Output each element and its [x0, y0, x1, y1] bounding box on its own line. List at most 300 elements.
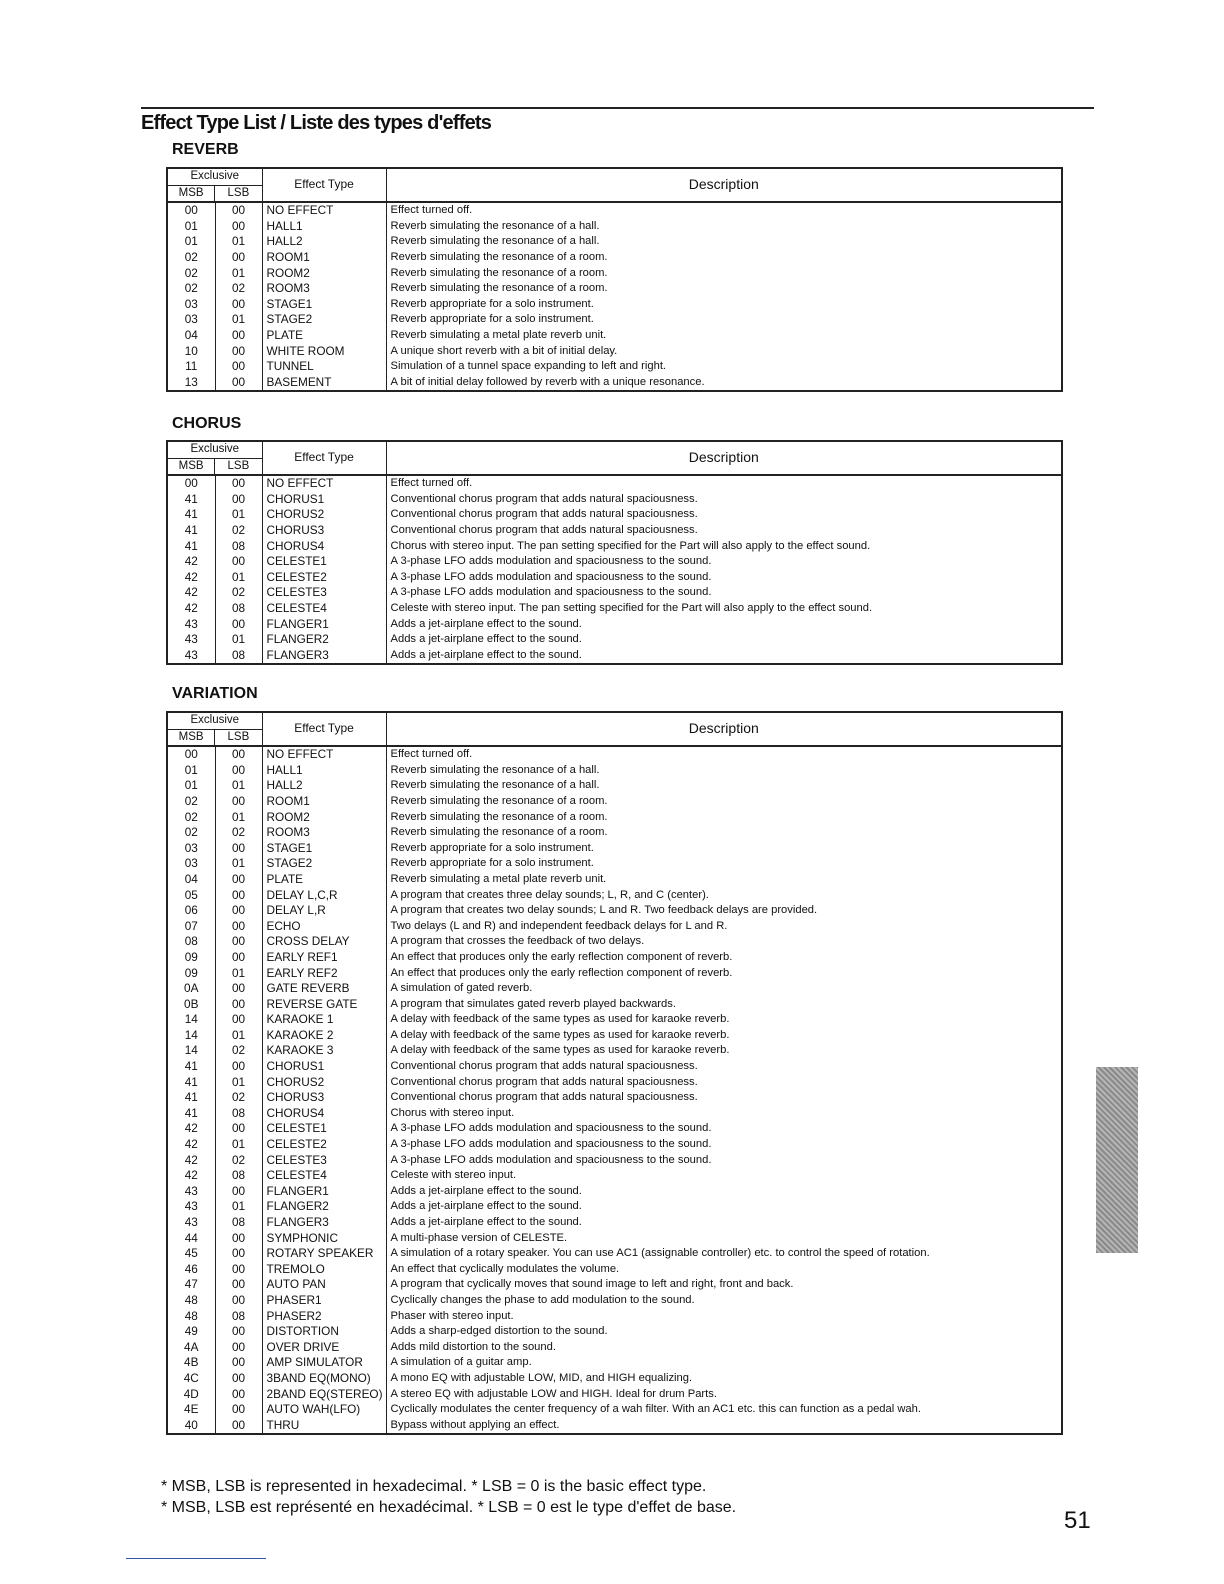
msb-cell: 47 — [167, 1277, 215, 1293]
effect-type-cell: FLANGER2 — [262, 632, 386, 648]
table-header-row — [167, 168, 1062, 202]
lsb-cell: 00 — [215, 219, 262, 235]
description-cell: A program that simulates gated reverb played backwards. — [390, 997, 676, 1010]
table-row — [167, 266, 1062, 282]
reverb-table — [166, 167, 1063, 392]
effect-type-cell: CELESTE3 — [262, 585, 386, 601]
msb-cell: 08 — [167, 934, 215, 950]
effect-type-cell: CELESTE3 — [262, 1153, 386, 1169]
lsb-cell: 00 — [215, 554, 262, 570]
effect-type-cell: ROOM2 — [262, 810, 386, 826]
msb-cell: 09 — [167, 966, 215, 982]
table-row — [167, 492, 1062, 508]
lsb-cell: 00 — [215, 1418, 262, 1435]
msb-cell: 43 — [167, 617, 215, 633]
effect-type-cell: EARLY REF1 — [262, 950, 386, 966]
msb-cell: 00 — [167, 202, 215, 219]
description-cell: Reverb appropriate for a solo instrument. — [390, 313, 594, 326]
msb-cell: 4A — [167, 1340, 215, 1356]
effect-type-cell: ROOM1 — [262, 794, 386, 810]
lsb-cell: 00 — [215, 1246, 262, 1262]
note-french: * MSB, LSB est représenté en hexadécimal. * LSB = 0 est le type d'effet de base. — [161, 1499, 737, 1516]
lsb-cell: 00 — [215, 202, 262, 219]
table-row — [167, 872, 1062, 888]
description-cell: Adds a jet-airplane effect to the sound. — [390, 648, 582, 661]
effect-type-cell: TREMOLO — [262, 1262, 386, 1278]
description-cell: A program that creates three delay sounds; L, R, and C (center). — [390, 888, 709, 901]
msb-cell: 42 — [167, 601, 215, 617]
msb-lsb-header — [168, 729, 262, 746]
lsb-cell: 02 — [215, 825, 262, 841]
msb-cell: 0A — [167, 981, 215, 997]
effect-type-cell: AUTO WAH(LFO) — [262, 1402, 386, 1418]
lsb-cell: 00 — [215, 950, 262, 966]
table-row — [167, 903, 1062, 919]
effect-type-cell: AUTO PAN — [262, 1277, 386, 1293]
msb-header: MSB — [168, 730, 215, 746]
lsb-cell: 01 — [215, 810, 262, 826]
exclusive-label: Exclusive — [190, 443, 240, 455]
table-row — [167, 507, 1062, 523]
effect-type-cell: CELESTE4 — [262, 601, 386, 617]
msb-lsb-header — [168, 458, 262, 475]
table-row — [167, 1137, 1062, 1153]
description-cell: Effect turned off. — [390, 477, 473, 490]
table-row — [167, 359, 1062, 375]
description-cell: Conventional chorus program that adds natural spaciousness. — [390, 1091, 698, 1104]
msb-cell: 03 — [167, 297, 215, 313]
table-row — [167, 219, 1062, 235]
msb-cell: 10 — [167, 344, 215, 360]
msb-cell: 0B — [167, 997, 215, 1013]
effect-type-cell: STAGE2 — [262, 856, 386, 872]
description-cell: Cyclically modulates the center frequency of a wah filter. With an AC1 etc. this can function as a pedal wah. — [390, 1403, 921, 1416]
lsb-cell: 02 — [215, 585, 262, 601]
description-cell: Conventional chorus program that adds natural spaciousness. — [390, 523, 698, 536]
lsb-header: LSB — [227, 459, 250, 472]
msb-cell: 43 — [167, 632, 215, 648]
lsb-cell: 01 — [215, 312, 262, 328]
msb-cell: 4C — [167, 1371, 215, 1387]
msb-cell: 41 — [167, 1106, 215, 1122]
title-rule — [141, 107, 1094, 109]
effect-type-cell: NO EFFECT — [262, 746, 386, 763]
effect-type-cell: FLANGER3 — [262, 1215, 386, 1231]
table-row — [167, 1277, 1062, 1293]
msb-cell: 06 — [167, 903, 215, 919]
lsb-cell: 00 — [215, 1355, 262, 1371]
description-cell: Reverb appropriate for a solo instrument. — [390, 297, 594, 310]
effect-type-cell: FLANGER1 — [262, 1184, 386, 1200]
description-cell: Reverb simulating the resonance of a hall. — [390, 235, 600, 248]
effect-type-cell: CHORUS2 — [262, 507, 386, 523]
table-row — [167, 234, 1062, 250]
lsb-cell: 08 — [215, 1168, 262, 1184]
effect-type-cell: ROOM1 — [262, 250, 386, 266]
msb-cell: 4E — [167, 1402, 215, 1418]
description-cell: A program that cyclically moves that sound image to left and right, front and back. — [390, 1278, 794, 1291]
description-cell: Adds a jet-airplane effect to the sound. — [390, 633, 582, 646]
effect-type-cell: CHORUS4 — [262, 539, 386, 555]
description-cell: Reverb simulating a metal plate reverb unit. — [390, 872, 607, 885]
exclusive-label: Exclusive — [190, 714, 240, 726]
lsb-cell: 01 — [215, 632, 262, 648]
msb-cell: 02 — [167, 266, 215, 282]
effect-type-cell: PHASER1 — [262, 1293, 386, 1309]
msb-cell: 41 — [167, 492, 215, 508]
effect-type-cell: CHORUS2 — [262, 1075, 386, 1091]
lsb-cell: 00 — [215, 794, 262, 810]
effect-type-cell: OVER DRIVE — [262, 1340, 386, 1356]
effect-type-cell: WHITE ROOM — [262, 344, 386, 360]
table-row — [167, 1402, 1062, 1418]
table-row — [167, 1262, 1062, 1278]
lsb-cell: 00 — [215, 1371, 262, 1387]
lsb-cell: 00 — [215, 1121, 262, 1137]
lsb-cell: 00 — [215, 1293, 262, 1309]
table-row — [167, 570, 1062, 586]
msb-cell: 00 — [167, 475, 215, 492]
lsb-cell: 00 — [215, 1387, 262, 1403]
msb-cell: 41 — [167, 1059, 215, 1075]
effect-type-cell: ROTARY SPEAKER — [262, 1246, 386, 1262]
lsb-cell: 00 — [215, 375, 262, 392]
effect-type-cell: DELAY L,C,R — [262, 888, 386, 904]
description-cell: Reverb simulating the resonance of a room. — [390, 794, 608, 807]
lsb-cell: 02 — [215, 1090, 262, 1106]
description-cell: Adds a jet-airplane effect to the sound. — [390, 1184, 582, 1197]
msb-cell: 03 — [167, 856, 215, 872]
description-cell: Conventional chorus program that adds natural spaciousness. — [390, 1075, 698, 1088]
table-row — [167, 763, 1062, 779]
description-cell: A simulation of gated reverb. — [390, 982, 533, 995]
description-cell: Adds a jet-airplane effect to the sound. — [390, 617, 582, 630]
msb-cell: 03 — [167, 312, 215, 328]
effect-type-cell: DISTORTION — [262, 1324, 386, 1340]
msb-cell: 00 — [167, 746, 215, 763]
lsb-cell: 02 — [215, 523, 262, 539]
lsb-cell: 00 — [215, 1402, 262, 1418]
msb-cell: 41 — [167, 507, 215, 523]
description-cell: Adds a jet-airplane effect to the sound. — [390, 1216, 582, 1228]
effect-type-cell: NO EFFECT — [262, 202, 386, 219]
lsb-cell: 01 — [215, 1137, 262, 1153]
table-row — [167, 1043, 1062, 1059]
table-row — [167, 1012, 1062, 1028]
lsb-cell: 02 — [215, 1043, 262, 1059]
effect-type-cell: CROSS DELAY — [262, 934, 386, 950]
lsb-cell: 00 — [215, 1059, 262, 1075]
table-row — [167, 375, 1062, 392]
table-row — [167, 523, 1062, 539]
effect-type-cell: CELESTE2 — [262, 570, 386, 586]
table-row — [167, 1215, 1062, 1231]
effect-type-cell: STAGE1 — [262, 841, 386, 857]
msb-cell: 45 — [167, 1246, 215, 1262]
msb-cell: 02 — [167, 250, 215, 266]
description-cell: A simulation of a guitar amp. — [390, 1356, 532, 1369]
effect-type-cell: ECHO — [262, 919, 386, 935]
msb-cell: 09 — [167, 950, 215, 966]
description-cell: A 3-phase LFO adds modulation and spaciousness to the sound. — [390, 586, 712, 599]
effect-type-cell: GATE REVERB — [262, 981, 386, 997]
table-header-row — [167, 712, 1062, 746]
table-row — [167, 919, 1062, 935]
table-row — [167, 825, 1062, 841]
table-row — [167, 554, 1062, 570]
effect-type-cell: CELESTE2 — [262, 1137, 386, 1153]
lsb-cell: 01 — [215, 1199, 262, 1215]
page-number: 51 — [1064, 1507, 1091, 1534]
effect-type-cell: AMP SIMULATOR — [262, 1355, 386, 1371]
exclusive-header — [167, 168, 262, 202]
effect-type-cell: 2BAND EQ(STEREO) — [262, 1387, 386, 1403]
msb-cell: 11 — [167, 359, 215, 375]
description-cell: Conventional chorus program that adds natural spaciousness. — [390, 508, 698, 521]
table-row — [167, 632, 1062, 648]
msb-cell: 14 — [167, 1043, 215, 1059]
table-row — [167, 888, 1062, 904]
table-row — [167, 1324, 1062, 1340]
description-header: Description — [386, 712, 1062, 746]
lsb-cell: 00 — [215, 1231, 262, 1247]
msb-cell: 43 — [167, 1215, 215, 1231]
description-cell: Effect turned off. — [390, 204, 473, 217]
effect-type-cell: THRU — [262, 1418, 386, 1435]
table-row — [167, 1355, 1062, 1371]
description-cell: A simulation of a rotary speaker. You can use AC1 (assignable controller) etc. to control the speed of rotation. — [390, 1247, 930, 1260]
description-cell: A stereo EQ with adjustable LOW and HIGH. Ideal for drum Parts. — [390, 1387, 717, 1400]
table-row — [167, 1028, 1062, 1044]
description-cell: Phaser with stereo input. — [390, 1309, 514, 1322]
lsb-cell: 08 — [215, 1106, 262, 1122]
msb-cell: 01 — [167, 763, 215, 779]
table-row — [167, 601, 1062, 617]
lsb-cell: 00 — [215, 841, 262, 857]
msb-cell: 01 — [167, 778, 215, 794]
msb-cell: 49 — [167, 1324, 215, 1340]
msb-header: MSB — [168, 186, 215, 202]
table-row — [167, 328, 1062, 344]
lsb-cell: 08 — [215, 648, 262, 665]
lsb-cell: 01 — [215, 778, 262, 794]
effect-type-cell: REVERSE GATE — [262, 997, 386, 1013]
msb-cell: 4D — [167, 1387, 215, 1403]
effect-type-cell: HALL2 — [262, 778, 386, 794]
msb-cell: 41 — [167, 1090, 215, 1106]
description-cell: Reverb simulating a metal plate reverb unit. — [390, 328, 607, 341]
effect-type-cell: STAGE1 — [262, 297, 386, 313]
msb-cell: 01 — [167, 219, 215, 235]
effect-type-cell: PLATE — [262, 872, 386, 888]
effect-type-cell: FLANGER3 — [262, 648, 386, 665]
effect-type-cell: EARLY REF2 — [262, 966, 386, 982]
lsb-cell: 00 — [215, 981, 262, 997]
description-cell: Adds mild distortion to the sound. — [390, 1340, 556, 1353]
effect-type-cell: DELAY L,R — [262, 903, 386, 919]
description-cell: Conventional chorus program that adds natural spaciousness. — [390, 1060, 698, 1073]
msb-cell: 42 — [167, 570, 215, 586]
lsb-cell: 00 — [215, 344, 262, 360]
description-cell: Chorus with stereo input. — [390, 1106, 515, 1119]
table-row — [167, 1059, 1062, 1075]
msb-cell: 04 — [167, 872, 215, 888]
description-cell: A 3-phase LFO adds modulation and spaciousness to the sound. — [390, 555, 712, 568]
variation-table — [166, 711, 1063, 1435]
description-cell: Reverb simulating the resonance of a room. — [390, 266, 608, 279]
msb-cell: 02 — [167, 281, 215, 297]
lsb-header: LSB — [227, 730, 250, 743]
msb-cell: 43 — [167, 1199, 215, 1215]
effect-type-cell: KARAOKE 1 — [262, 1012, 386, 1028]
lsb-cell: 01 — [215, 507, 262, 523]
table-row — [167, 810, 1062, 826]
msb-cell: 02 — [167, 794, 215, 810]
lsb-cell: 00 — [215, 617, 262, 633]
lsb-header: LSB — [227, 186, 250, 199]
table-row — [167, 950, 1062, 966]
description-cell: Chorus with stereo input. The pan setting specified for the Part will also apply to the effect sound. — [390, 539, 871, 552]
description-cell: Simulation of a tunnel space expanding to left and right. — [390, 360, 667, 373]
table-row — [167, 1168, 1062, 1184]
note-english: * MSB, LSB is represented in hexadecimal. * LSB = 0 is the basic effect type. — [161, 1478, 707, 1495]
table-row — [167, 1199, 1062, 1215]
exclusive-label: Exclusive — [190, 170, 240, 182]
effect-type-cell: PLATE — [262, 328, 386, 344]
table-row — [167, 297, 1062, 313]
msb-cell: 13 — [167, 375, 215, 392]
lsb-cell: 08 — [215, 601, 262, 617]
table-row — [167, 997, 1062, 1013]
description-cell: Reverb simulating the resonance of a hall. — [390, 763, 600, 776]
description-cell: Reverb appropriate for a solo instrument. — [390, 841, 594, 854]
msb-cell: 42 — [167, 1168, 215, 1184]
description-cell: An effect that produces only the early reflection component of reverb. — [390, 950, 733, 963]
lsb-cell: 00 — [215, 763, 262, 779]
table-row — [167, 585, 1062, 601]
lsb-cell: 08 — [215, 539, 262, 555]
table-row — [167, 1246, 1062, 1262]
effect-type-cell: STAGE2 — [262, 312, 386, 328]
lsb-cell: 00 — [215, 1262, 262, 1278]
description-cell: Effect turned off. — [390, 748, 473, 761]
msb-cell: 43 — [167, 648, 215, 665]
lsb-cell: 00 — [215, 746, 262, 763]
lsb-cell: 00 — [215, 475, 262, 492]
effect-type-cell: HALL1 — [262, 219, 386, 235]
lsb-cell: 01 — [215, 234, 262, 250]
table-row — [167, 1418, 1062, 1435]
table-row — [167, 617, 1062, 633]
msb-cell: 02 — [167, 810, 215, 826]
effect-type-cell: CHORUS4 — [262, 1106, 386, 1122]
description-cell: An effect that produces only the early reflection component of reverb. — [390, 966, 733, 979]
effect-type-cell: HALL2 — [262, 234, 386, 250]
description-cell: Celeste with stereo input. The pan setting specified for the Part will also apply to the effect sound. — [390, 601, 873, 614]
chorus-table — [166, 440, 1063, 665]
table-row — [167, 1090, 1062, 1106]
exclusive-header — [167, 712, 262, 746]
effect-type-cell: FLANGER1 — [262, 617, 386, 633]
table-row — [167, 981, 1062, 997]
page-title: Effect Type List / Liste des types d'effets — [141, 112, 492, 134]
table-row — [167, 1340, 1062, 1356]
effect-type-header: Effect Type — [262, 441, 386, 475]
lsb-cell: 02 — [215, 1153, 262, 1169]
description-cell: A 3-phase LFO adds modulation and spaciousness to the sound. — [390, 1138, 712, 1151]
msb-cell: 07 — [167, 919, 215, 935]
lsb-cell: 00 — [215, 328, 262, 344]
effect-type-cell: KARAOKE 2 — [262, 1028, 386, 1044]
table-row — [167, 778, 1062, 794]
description-cell: Reverb simulating the resonance of a room. — [390, 826, 608, 839]
description-header: Description — [386, 441, 1062, 475]
lsb-cell: 00 — [215, 1340, 262, 1356]
table-row — [167, 202, 1062, 219]
description-cell: Bypass without applying an effect. — [390, 1418, 560, 1431]
effect-type-cell: CHORUS3 — [262, 1090, 386, 1106]
msb-cell: 41 — [167, 523, 215, 539]
msb-cell: 46 — [167, 1262, 215, 1278]
msb-cell: 41 — [167, 1075, 215, 1091]
description-cell: A program that crosses the feedback of two delays. — [390, 935, 645, 948]
table-row — [167, 1184, 1062, 1200]
lsb-cell: 00 — [215, 888, 262, 904]
msb-cell: 48 — [167, 1309, 215, 1325]
table-row — [167, 1371, 1062, 1387]
description-cell: Reverb appropriate for a solo instrument. — [390, 857, 594, 870]
chorus-title: CHORUS — [172, 415, 242, 432]
lsb-cell: 00 — [215, 919, 262, 935]
description-cell: Reverb simulating the resonance of a hall. — [390, 779, 600, 792]
msb-cell: 14 — [167, 1028, 215, 1044]
description-cell: Adds a sharp-edged distortion to the sound. — [390, 1325, 608, 1338]
table-header-row — [167, 441, 1062, 475]
lsb-cell: 01 — [215, 570, 262, 586]
msb-cell: 4B — [167, 1355, 215, 1371]
effect-type-cell: CELESTE1 — [262, 554, 386, 570]
table-row — [167, 648, 1062, 665]
msb-cell: 42 — [167, 1137, 215, 1153]
description-header: Description — [386, 168, 1062, 202]
table-row — [167, 1293, 1062, 1309]
lsb-cell: 00 — [215, 359, 262, 375]
msb-cell: 42 — [167, 554, 215, 570]
table-row — [167, 312, 1062, 328]
table-row — [167, 475, 1062, 492]
description-cell: A bit of initial delay followed by reverb with a unique resonance. — [390, 375, 705, 388]
description-cell: A unique short reverb with a bit of initial delay. — [390, 344, 618, 357]
description-cell: Reverb simulating the resonance of a room. — [390, 810, 608, 823]
lsb-cell: 00 — [215, 1324, 262, 1340]
table-row — [167, 1075, 1062, 1091]
msb-cell: 03 — [167, 841, 215, 857]
msb-cell: 05 — [167, 888, 215, 904]
description-cell: A multi-phase version of CELESTE. — [390, 1231, 568, 1244]
table-row — [167, 1231, 1062, 1247]
table-row — [167, 281, 1062, 297]
msb-cell: 01 — [167, 234, 215, 250]
table-row — [167, 250, 1062, 266]
description-cell: An effect that cyclically modulates the volume. — [390, 1262, 620, 1275]
exclusive-header — [167, 441, 262, 475]
table-row — [167, 1387, 1062, 1403]
description-cell: Reverb simulating the resonance of a room. — [390, 282, 608, 295]
table-row — [167, 344, 1062, 360]
lsb-cell: 01 — [215, 1028, 262, 1044]
lsb-cell: 00 — [215, 250, 262, 266]
lsb-cell: 02 — [215, 281, 262, 297]
